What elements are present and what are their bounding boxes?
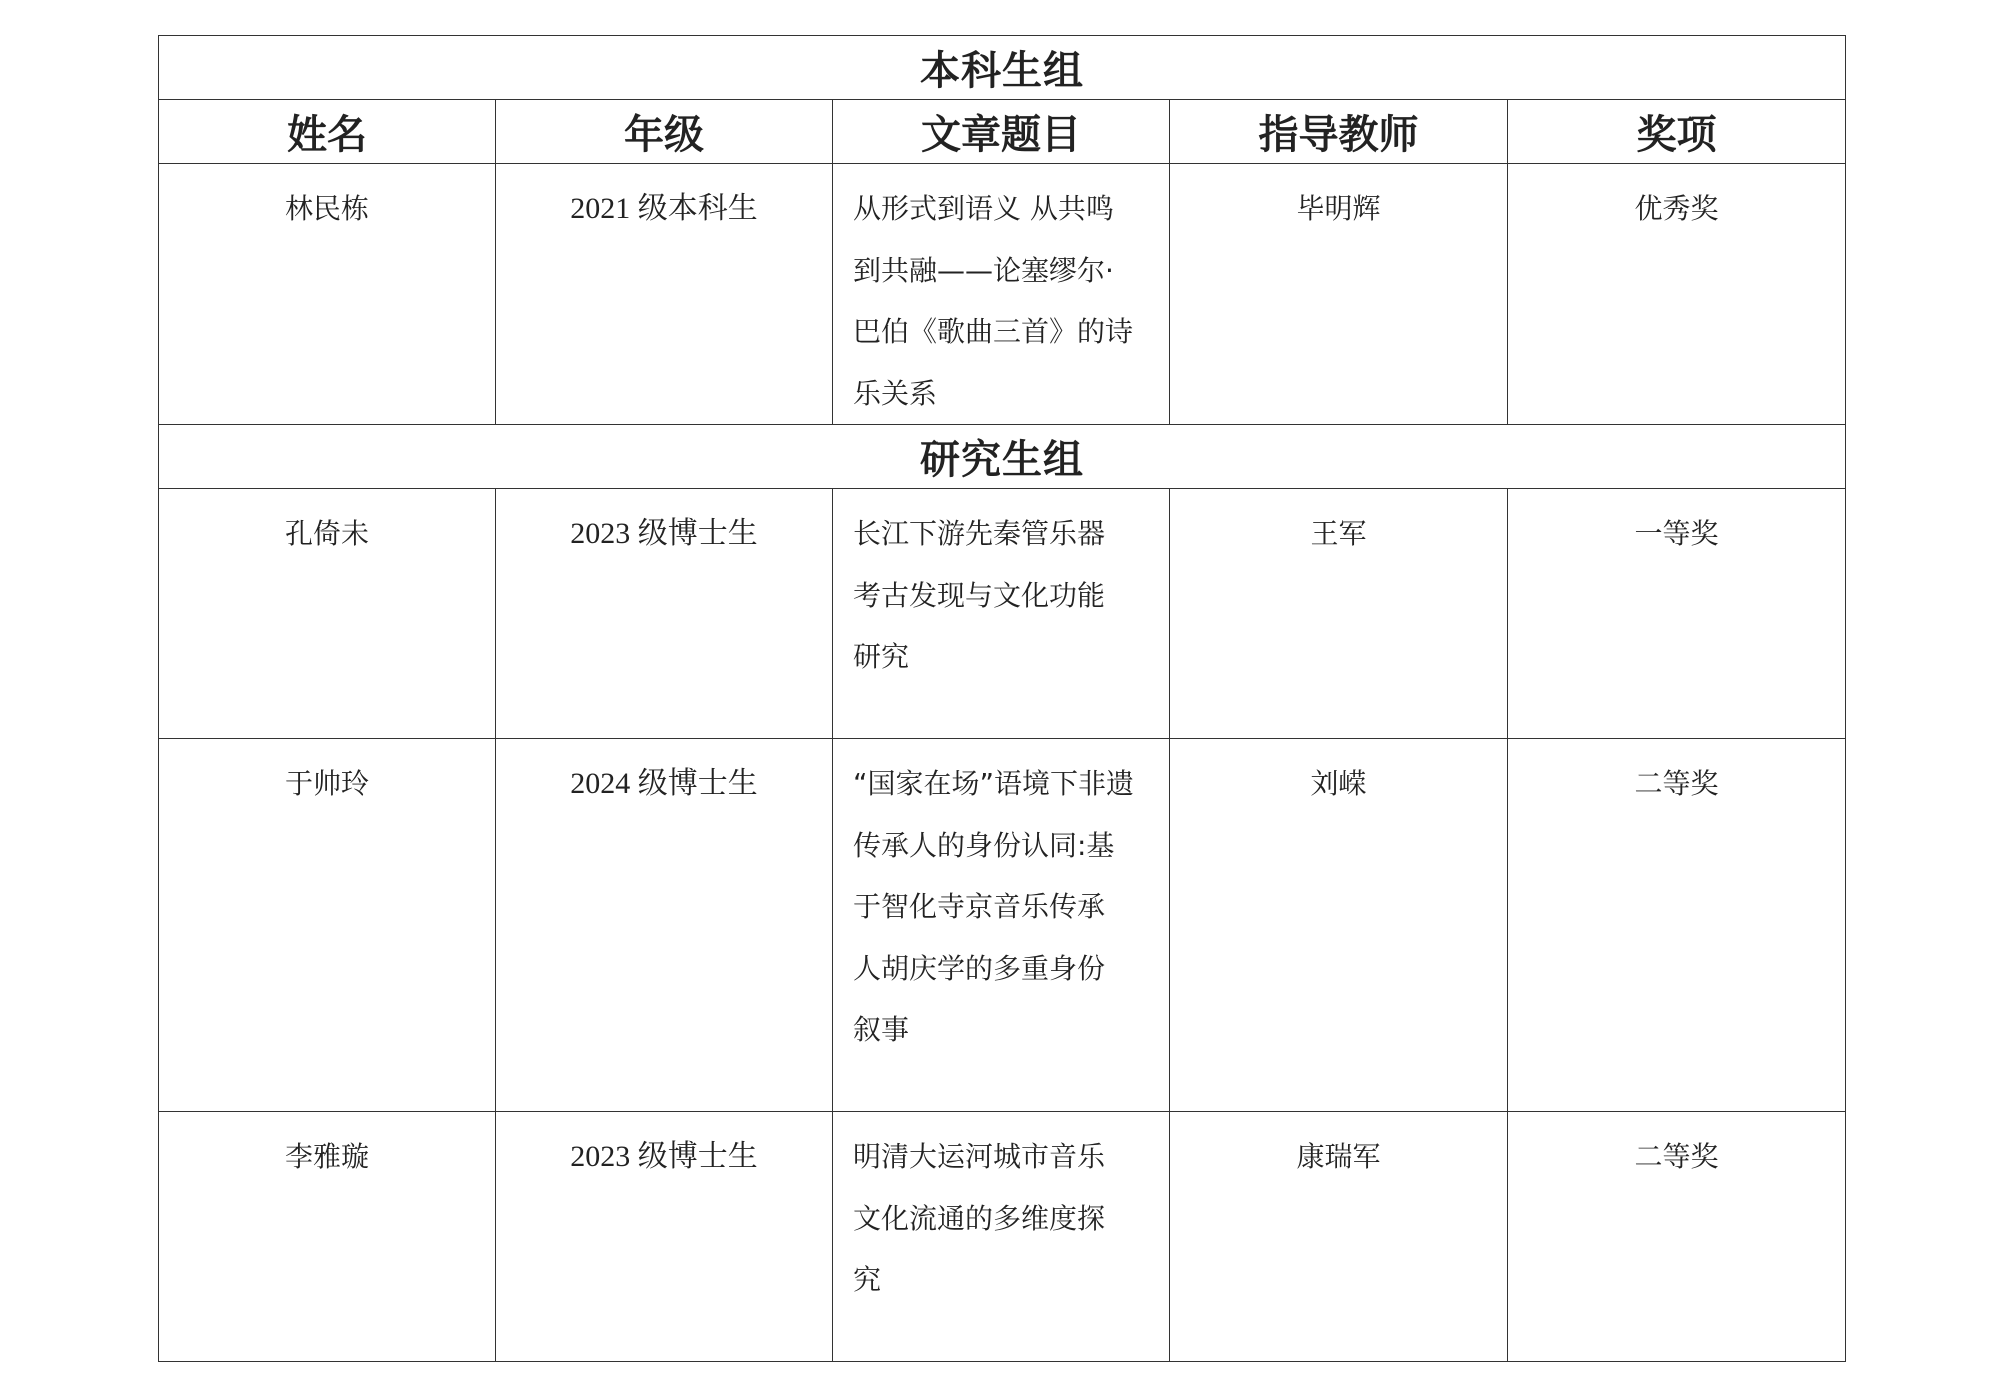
paper-title-line: 究 <box>853 1263 882 1296</box>
award-level: 优秀奖 <box>1508 164 1846 425</box>
student-grade: 2023 级博士生 <box>496 1112 833 1362</box>
table-row <box>159 739 1846 1112</box>
paper-title-line: 乐关系 <box>853 376 938 410</box>
section-title-undergraduate: 本科生组 <box>159 36 1846 100</box>
advisor-name: 刘嵘 <box>1170 739 1508 1112</box>
paper-title-line: 从形式到语义 从共鸣 <box>853 192 1114 225</box>
student-name: 李雅璇 <box>159 1112 496 1362</box>
student-name: 林民栋 <box>159 164 496 425</box>
student-grade: 2023 级博士生 <box>496 489 833 739</box>
paper-title-line: 文化流通的多维度探 <box>853 1201 1106 1235</box>
header-grade: 年级 <box>496 100 833 164</box>
paper-title <box>833 1112 1170 1362</box>
paper-title-line: 考古发现与文化功能 <box>853 578 1106 612</box>
section-row-undergraduate <box>159 36 1846 100</box>
paper-title-line: 巴伯《歌曲三首》的诗 <box>853 315 1134 348</box>
section-row-graduate <box>159 425 1846 489</box>
student-grade: 2024 级博士生 <box>496 739 833 1112</box>
student-name: 孔倚未 <box>159 489 496 739</box>
header-award: 奖项 <box>1508 100 1846 164</box>
paper-title-line: 传承人的身份认同:基 <box>853 828 1115 862</box>
advisor-name: 康瑞军 <box>1170 1112 1508 1362</box>
paper-title-line: 到共融——论塞缪尔· <box>853 253 1114 287</box>
paper-title <box>833 489 1170 739</box>
paper-title-line: 长江下游先秦管乐器 <box>853 517 1106 550</box>
paper-title-line: “国家在场”语境下非遗 <box>853 767 1135 800</box>
paper-title-line: 叙事 <box>853 1013 910 1046</box>
column-header-row <box>159 100 1846 164</box>
award-table <box>158 35 1846 1362</box>
paper-title-line: 人胡庆学的多重身份 <box>853 951 1106 985</box>
paper-title <box>833 739 1170 1112</box>
paper-title <box>833 164 1170 425</box>
paper-title-line: 研究 <box>853 640 910 673</box>
award-level: 二等奖 <box>1508 1112 1846 1362</box>
header-advisor: 指导教师 <box>1170 100 1508 164</box>
section-title-graduate: 研究生组 <box>159 425 1846 489</box>
advisor-name: 毕明辉 <box>1170 164 1508 425</box>
student-grade: 2021 级本科生 <box>496 164 833 425</box>
advisor-name: 王军 <box>1170 489 1508 739</box>
paper-title-line: 于智化寺京音乐传承 <box>853 890 1106 923</box>
student-name: 于帅玲 <box>159 739 496 1112</box>
table-row <box>159 164 1846 425</box>
header-name: 姓名 <box>159 100 496 164</box>
header-title: 文章题目 <box>833 100 1170 164</box>
award-level: 二等奖 <box>1508 739 1846 1112</box>
paper-title-line: 明清大运河城市音乐 <box>853 1140 1106 1173</box>
table-row <box>159 1112 1846 1362</box>
table-row <box>159 489 1846 739</box>
award-level: 一等奖 <box>1508 489 1846 739</box>
